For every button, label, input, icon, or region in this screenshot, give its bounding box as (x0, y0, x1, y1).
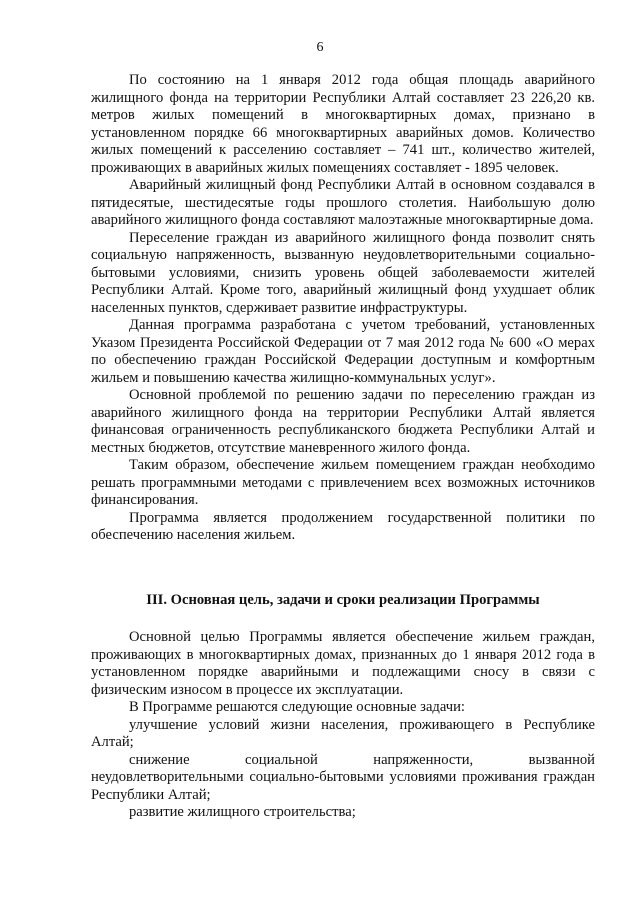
section-paragraph: улучшение условий жизни населения, проживающего в Республике Алтай; (91, 716, 595, 750)
paragraph: Таким образом, обеспечение жильем помещением граждан необходимо решать программными методами с привлечением всех возможных источников финансирования. (91, 457, 595, 508)
section-paragraph: В Программе решаются следующие основные задачи: (129, 699, 465, 715)
paragraph: Основной проблемой по решению задачи по переселению граждан из аварийного жилищного фонда на территории Республики Алтай является финансовая ограниченность республиканского бюджета Республики Алтай и местных бюджетов, отсутствие маневренного жилого фонда. (91, 387, 595, 456)
page-number: 6 (316, 40, 324, 55)
paragraph: Данная программа разработана с учетом требований, установленных Указом Президента Российской Федерации от 7 мая 2012 года № 600 «О мерах по обеспечению граждан Российской Федерации доступным и комфортным жильем и повышению качества жилищно-коммунальных услуг». (91, 317, 595, 386)
paragraph: Программа является продолжением государственной политики по обеспечению населения жильем. (91, 509, 595, 543)
paragraph: По состоянию на 1 января 2012 года общая площадь аварийного жилищного фонда на территории Республики Алтай составляет 23 226,20 кв. метров жилых помещений в многоквартирных домах, признано в установленном порядке 66 многоквартирных аварийных домов. Количество жилых помещений к расселению составляет – 741 шт., количество жителей, проживающих в аварийных жилых помещениях составляет - 1895 человек. (91, 72, 595, 176)
section-text (91, 629, 595, 822)
paragraph: Аварийный жилищный фонд Республики Алтай в основном создавался в пятидесятые, шестидесятые годы прошлого столетия. Наибольшую долю аварийного жилищного фонда составляют малоэтажные многоквартирные дома. (91, 177, 595, 228)
body-text (91, 72, 595, 545)
section-paragraph: снижение социальной напряженности, вызванной неудовлетворительными социально-бытовыми условиями проживания граждан Республики Алтай; (91, 751, 595, 803)
section-paragraph: развитие жилищного строительства; (129, 804, 356, 820)
section-paragraph: Основной целью Программы является обеспечение жильем граждан, проживающих в многоквартирных домах, признанных до 1 января 2012 года в установленном порядке аварийными и подлежащими сносу в связи с физическим износом в процессе их эксплуатации. (91, 629, 595, 698)
paragraph: Переселение граждан из аварийного жилищного фонда позволит снять социальную напряженность, вызванную неудовлетворительными социально-бытовыми условиями, снизить уровень общей заболеваемости жителей Республики Алтай. Кроме того, аварийный жилищный фонд ухудшает облик населенных пунктов, сдерживает развитие инфраструктуры. (91, 229, 595, 316)
section-heading: III. Основная цель, задачи и сроки реализации Программы (146, 592, 540, 608)
